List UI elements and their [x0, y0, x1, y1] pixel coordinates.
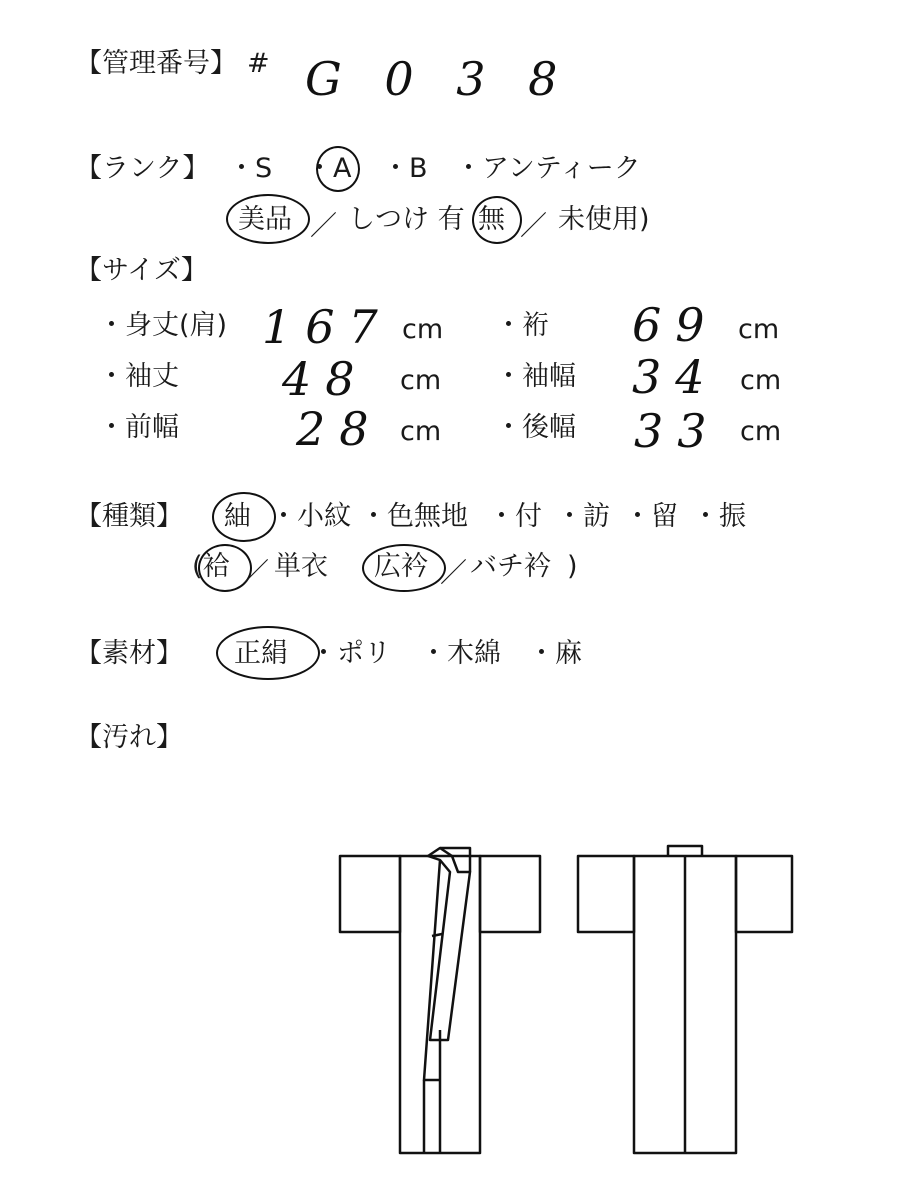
- size-row-1-right-unit: cm: [738, 314, 780, 345]
- type-option-komon: ・小紋: [270, 501, 351, 532]
- type-option-iromuji: ・色無地: [360, 501, 468, 532]
- type-label: 【種類】: [75, 501, 183, 532]
- type-option-houmon: ・訪: [556, 501, 610, 532]
- size-row-1-left-unit: cm: [402, 314, 444, 345]
- condition-divider: ／: [520, 211, 547, 242]
- material-option-linen: ・麻: [528, 638, 582, 669]
- control-number-label: 【管理番号】: [75, 48, 237, 79]
- collar-divider: ／: [440, 558, 467, 589]
- material-option-poly: ・ポリ: [310, 638, 391, 669]
- control-number-hash: #: [247, 48, 270, 79]
- condition-divider: ／: [310, 211, 337, 242]
- control-number-value: G 0 3 8: [305, 52, 572, 106]
- stain-label: 【汚れ】: [75, 722, 183, 753]
- condition-mint: 美品: [238, 204, 292, 235]
- size-row-2-left-label: ・袖丈: [98, 361, 179, 392]
- lining-awase: (袷: [192, 551, 230, 582]
- size-row-2-left-unit: cm: [400, 365, 442, 396]
- rank-option-s: ・S: [228, 153, 273, 184]
- type-option-tsumugi: 紬: [224, 501, 251, 532]
- condition-unused: 未使用): [558, 204, 650, 235]
- material-option-cotton: ・木綿: [420, 638, 501, 669]
- size-row-3-right-label: ・後幅: [495, 412, 576, 443]
- collar-bachieri: バチ衿: [470, 551, 551, 582]
- size-row-3-left-value: 28: [296, 402, 383, 456]
- material-option-silk: 正絹: [234, 638, 288, 669]
- size-row-3-right-value: 33: [634, 404, 721, 458]
- lining-divider: ／: [242, 558, 269, 589]
- size-row-1-right-value: 69: [632, 298, 719, 352]
- collar-hiroeri: 広衿: [374, 551, 428, 582]
- size-row-3-left-label: ・前幅: [98, 412, 179, 443]
- size-row-2-right-value: 34: [632, 350, 719, 404]
- rank-option-antique: ・アンティーク: [455, 153, 641, 184]
- kimono-back-diagram: [578, 846, 792, 1153]
- rank-label: 【ランク】: [75, 153, 210, 184]
- type-option-tome: ・留: [624, 501, 678, 532]
- type-option-tsuke: ・付: [488, 501, 542, 532]
- type-option-furi: ・振: [692, 501, 746, 532]
- collar-close-paren: ): [567, 551, 578, 582]
- size-row-1-left-value: 167: [262, 300, 392, 354]
- size-row-3-left-unit: cm: [400, 416, 442, 447]
- size-label: 【サイズ】: [75, 255, 208, 286]
- rank-option-b: ・B: [382, 153, 428, 184]
- condition-basting: しつけ 有: [348, 204, 465, 235]
- rank-option-a: ・A: [306, 153, 352, 184]
- kimono-front-diagram: [340, 848, 540, 1153]
- size-row-2-left-value: 48: [282, 352, 369, 406]
- size-row-2-right-unit: cm: [740, 365, 782, 396]
- material-label: 【素材】: [75, 638, 183, 669]
- size-row-1-left-label: ・身丈(肩): [98, 310, 228, 341]
- size-row-3-right-unit: cm: [740, 416, 782, 447]
- condition-none: 無: [478, 204, 505, 235]
- size-row-2-right-label: ・袖幅: [495, 361, 576, 392]
- size-row-1-right-label: ・裄: [495, 310, 549, 341]
- lining-hitoe: 単衣: [274, 551, 328, 582]
